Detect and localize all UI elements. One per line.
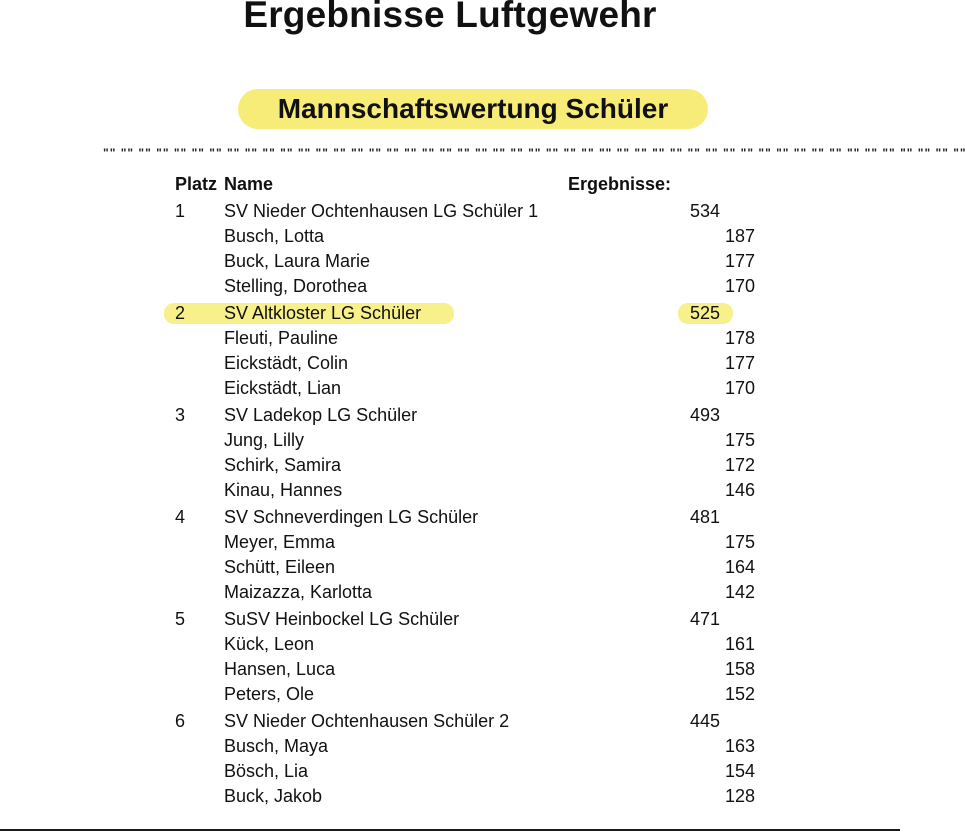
member-name: Hansen, Luca	[224, 659, 336, 679]
team-place: 5	[175, 609, 186, 629]
team-place: 3	[175, 405, 186, 425]
dotted-divider: "" "" "" "" "" "" "" "" "" "" "" "" "" "" "" "" "" "" "" "" "" "" "" "" "" "" "" "" "" "" "" "" "" "" "" "" "" "" "" "" "" "" "" "" "" "" "" "" ""	[103, 146, 967, 160]
team-row	[0, 709, 900, 734]
results-list	[0, 199, 900, 809]
member-row	[0, 224, 900, 249]
team-place: 4	[175, 507, 186, 527]
member-name: Jung, Lilly	[224, 430, 305, 450]
team-row	[0, 199, 900, 224]
table-header	[0, 174, 900, 196]
member-score: 175	[724, 430, 755, 450]
page-bottom-rule	[0, 829, 900, 831]
team-row	[0, 403, 900, 428]
document-title: Ergebnisse Luftgewehr	[243, 0, 657, 35]
member-row	[0, 326, 900, 351]
member-score: 146	[724, 480, 755, 500]
member-name: Meyer, Emma	[224, 532, 336, 552]
team-name: SV Ladekop LG Schüler	[224, 405, 418, 425]
member-score: 163	[724, 736, 755, 756]
member-row	[0, 530, 900, 555]
team-name: SV Nieder Ochtenhausen Schüler 2	[224, 711, 510, 731]
team-name: SV Nieder Ochtenhausen LG Schüler 1	[224, 201, 539, 221]
member-row	[0, 734, 900, 759]
member-score: 172	[724, 455, 755, 475]
member-name: Buck, Jakob	[224, 786, 323, 806]
header-platz: Platz	[175, 174, 218, 194]
team-place: 6	[175, 711, 186, 731]
member-score: 152	[724, 684, 755, 704]
member-row	[0, 376, 900, 401]
member-row	[0, 351, 900, 376]
team-total: 493	[689, 405, 720, 425]
member-name: Buck, Laura Marie	[224, 251, 371, 271]
header-name: Name	[224, 174, 274, 194]
member-row	[0, 632, 900, 657]
member-score: 158	[724, 659, 755, 679]
member-name: Fleuti, Pauline	[224, 328, 339, 348]
header-ergebnisse: Ergebnisse:	[568, 174, 672, 194]
member-score: 175	[724, 532, 755, 552]
member-row	[0, 580, 900, 605]
subtitle-banner	[238, 89, 708, 129]
member-row	[0, 274, 900, 299]
member-name: Eickstädt, Colin	[224, 353, 349, 373]
subtitle-text: Mannschaftswertung Schüler	[277, 93, 669, 124]
member-name: Busch, Lotta	[224, 226, 325, 246]
team-total: 534	[689, 201, 720, 221]
member-score: 187	[724, 226, 755, 246]
member-row	[0, 478, 900, 503]
team-name: SV Schneverdingen LG Schüler	[224, 507, 479, 527]
member-score: 177	[724, 353, 755, 373]
team-name: SV Altkloster LG Schüler	[224, 303, 422, 323]
member-row	[0, 682, 900, 707]
member-row	[0, 759, 900, 784]
member-row	[0, 453, 900, 478]
team-row	[0, 505, 900, 530]
member-score: 154	[724, 761, 755, 781]
member-name: Schirk, Samira	[224, 455, 342, 475]
member-row	[0, 249, 900, 274]
team-row-highlighted	[0, 301, 900, 326]
member-name: Eickstädt, Lian	[224, 378, 342, 398]
member-score: 177	[724, 251, 755, 271]
member-score: 142	[724, 582, 755, 602]
team-total: 445	[689, 711, 720, 731]
member-name: Bösch, Lia	[224, 761, 309, 781]
member-name: Busch, Maya	[224, 736, 329, 756]
member-score: 178	[724, 328, 755, 348]
member-name: Schütt, Eileen	[224, 557, 336, 577]
member-name: Kück, Leon	[224, 634, 315, 654]
member-score: 170	[724, 276, 755, 296]
member-row	[0, 784, 900, 809]
member-row	[0, 428, 900, 453]
member-name: Peters, Ole	[224, 684, 315, 704]
team-row	[0, 607, 900, 632]
member-name: Maizazza, Karlotta	[224, 582, 373, 602]
member-score: 170	[724, 378, 755, 398]
member-score: 164	[724, 557, 755, 577]
team-total: 481	[689, 507, 720, 527]
member-score: 128	[724, 786, 755, 806]
member-score: 161	[724, 634, 755, 654]
member-name: Stelling, Dorothea	[224, 276, 368, 296]
member-name: Kinau, Hannes	[224, 480, 343, 500]
team-place: 2	[175, 303, 186, 323]
member-row	[0, 555, 900, 580]
team-total: 471	[689, 609, 720, 629]
team-place: 1	[175, 201, 186, 221]
team-total: 525	[689, 303, 720, 323]
team-name: SuSV Heinbockel LG Schüler	[224, 609, 460, 629]
member-row	[0, 657, 900, 682]
